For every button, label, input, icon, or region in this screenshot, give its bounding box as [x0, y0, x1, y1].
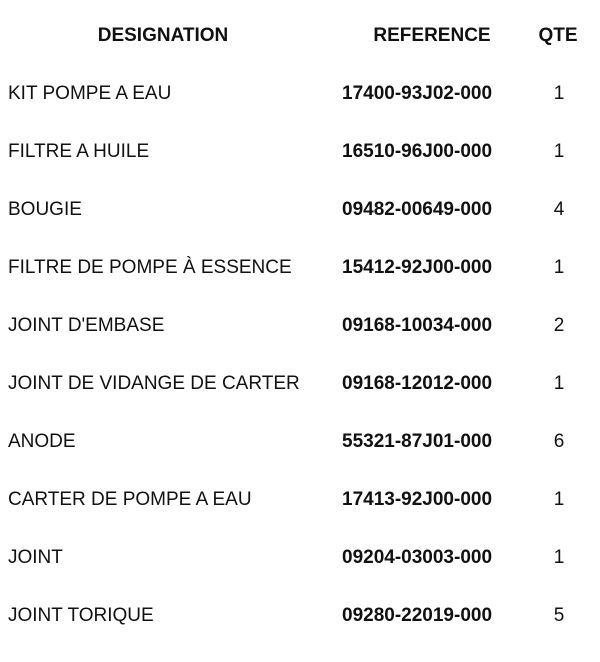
table-row: [0, 181, 600, 239]
cell-designation: FILTRE DE POMPE À ESSENCE: [8, 257, 292, 278]
cell-qte: 1: [553, 489, 565, 510]
cell-reference: 55321-87J01-000: [342, 431, 493, 452]
cell-reference: 09168-12012-000: [342, 373, 493, 394]
cell-reference: 17413-92J00-000: [342, 489, 493, 510]
cell-reference: 16510-96J00-000: [342, 141, 493, 162]
cell-reference: 09168-10034-000: [342, 315, 493, 336]
cell-qte: 4: [553, 199, 565, 220]
header-reference: REFERENCE: [373, 25, 491, 46]
cell-designation: CARTER DE POMPE A EAU: [8, 489, 252, 510]
table-row: [0, 65, 600, 123]
cell-reference: 17400-93J02-000: [342, 83, 493, 104]
cell-designation: JOINT: [8, 547, 63, 568]
header-row: [0, 7, 600, 65]
table-header: [0, 7, 600, 65]
header-designation: DESIGNATION: [97, 25, 229, 46]
table-row: [0, 297, 600, 355]
cell-designation: JOINT D'EMBASE: [8, 315, 165, 336]
cell-designation: JOINT DE VIDANGE DE CARTER: [8, 373, 300, 394]
table-row: [0, 529, 600, 587]
cell-reference: 09482-00649-000: [342, 199, 493, 220]
table-row: [0, 355, 600, 413]
table-body: [0, 65, 600, 645]
cell-reference: 15412-92J00-000: [342, 257, 493, 278]
header-qte: QTE: [538, 25, 578, 46]
cell-qte: 6: [553, 431, 565, 452]
cell-reference: 09280-22019-000: [342, 605, 493, 626]
cell-qte: 1: [553, 257, 565, 278]
table-row: [0, 413, 600, 471]
cell-qte: 1: [553, 83, 565, 104]
table-row: [0, 239, 600, 297]
cell-designation: JOINT TORIQUE: [8, 605, 154, 626]
table-row: [0, 471, 600, 529]
table-row: [0, 587, 600, 645]
cell-qte: 1: [553, 373, 565, 394]
parts-table: [0, 7, 600, 645]
cell-qte: 2: [553, 315, 565, 336]
table-row: [0, 123, 600, 181]
cell-designation: BOUGIE: [8, 199, 82, 220]
cell-designation: KIT POMPE A EAU: [8, 83, 172, 104]
cell-qte: 1: [553, 141, 565, 162]
cell-designation: FILTRE A HUILE: [8, 141, 150, 162]
cell-designation: ANODE: [8, 431, 76, 452]
cell-qte: 1: [553, 547, 565, 568]
cell-reference: 09204-03003-000: [342, 547, 493, 568]
cell-qte: 5: [553, 605, 565, 626]
